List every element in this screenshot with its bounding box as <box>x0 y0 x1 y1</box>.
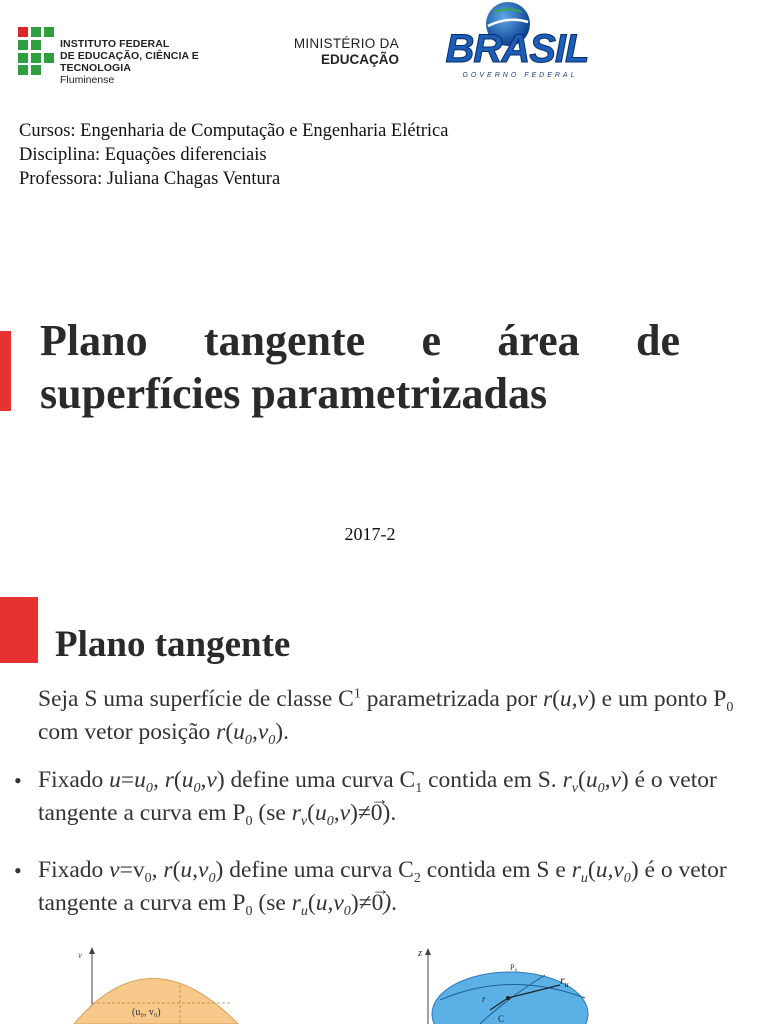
svg-text:ru: $r_u$ <box>560 973 569 989</box>
if-logo-grid-icon <box>18 27 54 75</box>
mec-logo <box>287 36 399 68</box>
if-fluminense-logo <box>18 27 268 86</box>
if-name-line1: INSTITUTO FEDERAL <box>60 38 170 50</box>
section-accent-bar <box>0 597 38 663</box>
bullet-icon: • <box>14 768 22 793</box>
svg-text:z: z <box>418 947 423 959</box>
if-name-line2: DE EDUCAÇÃO, CIÊNCIA E TECNOLOGIA <box>60 50 199 74</box>
parameter-domain-figure <box>60 945 280 1024</box>
slide-title <box>40 314 680 420</box>
courses-line: Cursos: Engenharia de Computação e Engenharia Elétrica <box>19 121 449 141</box>
bullet-item-u-fixed: • Fixado $u=u_0$, $r(u_0,v)$ define uma curva $C_1$ contida em S. $r_v(u_0,v)$ é o vetor tangente a curva em $P_0$ (se $r_v(u_0,v)\ne\to 0$). <box>38 764 758 830</box>
svg-text:P₀: P₀ <box>510 963 518 972</box>
svg-text:(u₀, v₀): (u₀, v₀) <box>132 1007 161 1018</box>
svg-text:GOVERNO FEDERAL: GOVERNO FEDERAL <box>462 72 578 79</box>
discipline-line: Disciplina: Equações diferenciais <box>19 145 267 165</box>
title-word: tangente <box>203 316 366 365</box>
svg-text:v: v <box>78 950 82 960</box>
professor-line: Professora: Juliana Chagas Ventura <box>19 169 281 189</box>
title-accent-bar <box>0 331 11 411</box>
mec-line1: MINISTÉRIO DA <box>293 36 399 51</box>
intro-paragraph: Seja S uma superfície de classe $C^1$ parametrizada por r(u,v) e um ponto $P_0$ com vetor posição $r(u_0,v_0)$. <box>38 685 734 748</box>
svg-text:C: C <box>498 1014 505 1024</box>
svg-text:BRASIL: BRASIL <box>445 27 589 71</box>
svg-text:r: r <box>482 994 486 1004</box>
governo-federal-brasil-logo <box>420 2 615 82</box>
bullet-icon: • <box>14 858 22 883</box>
bullet-item-v-fixed: • Fixado $v=v_0$, $r(u,v_0)$ define uma curva $C_2$ contida em S e $r_u(u,v_0)$ é o vetor tangente a curva em $P_0$ (se $r_u(u,v_0)\ne\to 0$). <box>38 854 758 920</box>
title-line1 <box>40 314 680 367</box>
semester-year: 2017-2 <box>344 524 396 544</box>
section-title: Plano tangente <box>55 624 291 665</box>
surface-tangent-figure <box>410 940 610 1024</box>
title-word: Plano <box>40 316 148 365</box>
title-line2: superfícies parametrizadas <box>40 369 548 418</box>
mec-line2: EDUCAÇÃO <box>320 52 399 67</box>
course-info <box>19 119 448 191</box>
if-name-line3: Fluminense <box>60 74 115 86</box>
title-word: área <box>497 316 580 365</box>
title-word: e <box>421 316 442 365</box>
title-word: de <box>636 316 680 365</box>
